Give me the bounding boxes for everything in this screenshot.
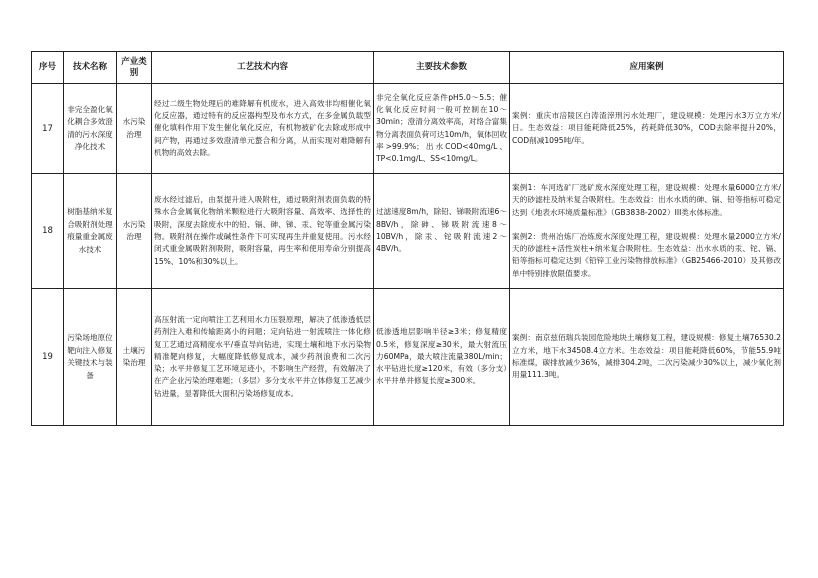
case-text: 案例：重庆市涪陵区白涛渣滓刑污水处理厂，建设规模：处理污水3万立方米/日。生态效益：项目能耗降低25%，药耗降低30%，COD去除率提升20%，COD削减1095吨/年。 <box>512 111 781 145</box>
process-content-cell: 废水经过滤后，由泵提升进入吸附柱，通过吸附剂表面负载的特殊水合金属氧化物纳米颗粒进行大吸附容量、高效率、选择性的吸附，深度去除废水中的铅、镉、砷、锑、汞、铊等重金属污染物。吸附剂在操作或碱性条件下可实现再生并重复使用。污水经闭式重金属吸附剂吸附，吸附容量，再生率和使用寿命分别提高15%、10%和30%以上。 <box>152 174 374 289</box>
case-text: 案例2：贵州冶炼厂冶炼废水深度处理工程，建设规模：处理水量2000立方米/天的砂滤柱+活性炭柱+纳米复合吸附柱。生态效益：出水水质的汞、铊、镉、铅等指标可稳定达到《铅锌工业污染物排放标准》（GB25466-2010）及其修改单中特别排放限值要求。 <box>512 231 781 278</box>
table-row <box>32 174 784 289</box>
table-row <box>32 84 784 174</box>
row-number: 19 <box>32 289 64 426</box>
header-no: 序号 <box>32 52 64 84</box>
header-tech-name: 技术名称 <box>64 52 117 84</box>
tech-name-cell: 污染场地原位靶向注入修复关键技术与装备 <box>64 289 117 426</box>
category-cell: 水污染治理 <box>117 84 152 174</box>
main-params-cell: 低渗透地层影响半径≥3米；修复精度0.5米，修复深度≥30米，最大射流压力60MPa，最大喷注流量380L/min；水平钻进长度≥120米，有效（多分支）水平井单井修复长度≥300米。 <box>374 289 510 426</box>
category-cell: 土壤污染治理 <box>117 289 152 426</box>
header-cases: 应用案例 <box>510 52 784 84</box>
tech-name-cell: 非完全盈化氧化耦合多效澄清的污水深度净化技术 <box>64 84 117 174</box>
process-content-cell: 经过二级生物处理后的难降解有机废水，进入高效非均相催化氧化反应器，通过特有的反应器构型及布水方式，在多金属负载型催化填料作用下发生催化氧化反应，有机物被矿化去除或形成中间产物，再通过多效澄清单元螯合和分离，从而实现对难降解有机物的高效去除。 <box>152 84 374 174</box>
process-content-cell: 高压射流一定向喷注工艺利用水力压裂原理，解决了低渗透低层药剂注入难和传输距离小的问题；定向钻进一射流喷注一体化修复工艺通过高精度水平/垂直导向钻进，实现土壤和地下水污染物精准靶向修复，大幅度降低修复成本，减少药剂浪费和二次污染；水平井修复工艺环境足迹小，不影响生产经营，有效解决了在产企业污染治理难题；（多层）多分支水平井立体修复工艺减少钻进量，显著降低大面积污染场修复成本。 <box>152 289 374 426</box>
category-cell: 水污染治理 <box>117 174 152 289</box>
header-category: 产业类别 <box>117 52 152 84</box>
cases-cell <box>510 289 784 426</box>
header-main-params: 主要技术参数 <box>374 52 510 84</box>
technology-table <box>31 51 784 426</box>
main-params-cell: 过滤速度8m/h，除铅、锑吸附流速6～8BV/h，除砷、锑吸附流速8～10BV/h，除汞、铊吸附流速2～4BV/h。 <box>374 174 510 289</box>
cases-cell <box>510 174 784 289</box>
case-text: 案例：南京兹佰瑞兵装园危险地块土壤修复工程，建设规模：修复土壤76530.2立方米，地下水34508.4立方米。生态效益：项目能耗降低60%，节能55.9吨标准煤，碳排放减少36%，减排304.2吨，二次污染减少30%以上，减少氧化剂用量111.3吨。 <box>512 333 781 380</box>
row-number: 17 <box>32 84 64 174</box>
cases-cell <box>510 84 784 174</box>
row-number: 18 <box>32 174 64 289</box>
case-text: 案例1：车河选矿厂选矿废水深度处理工程，建设规模：处理水量6000立方米/天的砂滤柱及纳米复合吸附柱。生态效益：出水水质的砷、镉、铅等指标可稳定达到《地表水环境质量标准》（GB3838-2002）III类水体标准。 <box>512 182 781 217</box>
table-row <box>32 289 784 426</box>
header-process-content: 工艺技术内容 <box>152 52 374 84</box>
main-params-cell: 非完全氧化反应条件pH5.0～5.5；催化氧化反应时间一般可控制在10～30min；澄清分离效率高，对络合富集物分离表面负荷可达10m/h，氧体回收率>99.9%；出水COD<40mg/L、TP<0.1mg/L、SS<10mg/L。 <box>374 84 510 174</box>
tech-name-cell: 树脂基纳米复合吸附剂处理痕量重金属废水技术 <box>64 174 117 289</box>
table-header-row <box>32 52 784 84</box>
